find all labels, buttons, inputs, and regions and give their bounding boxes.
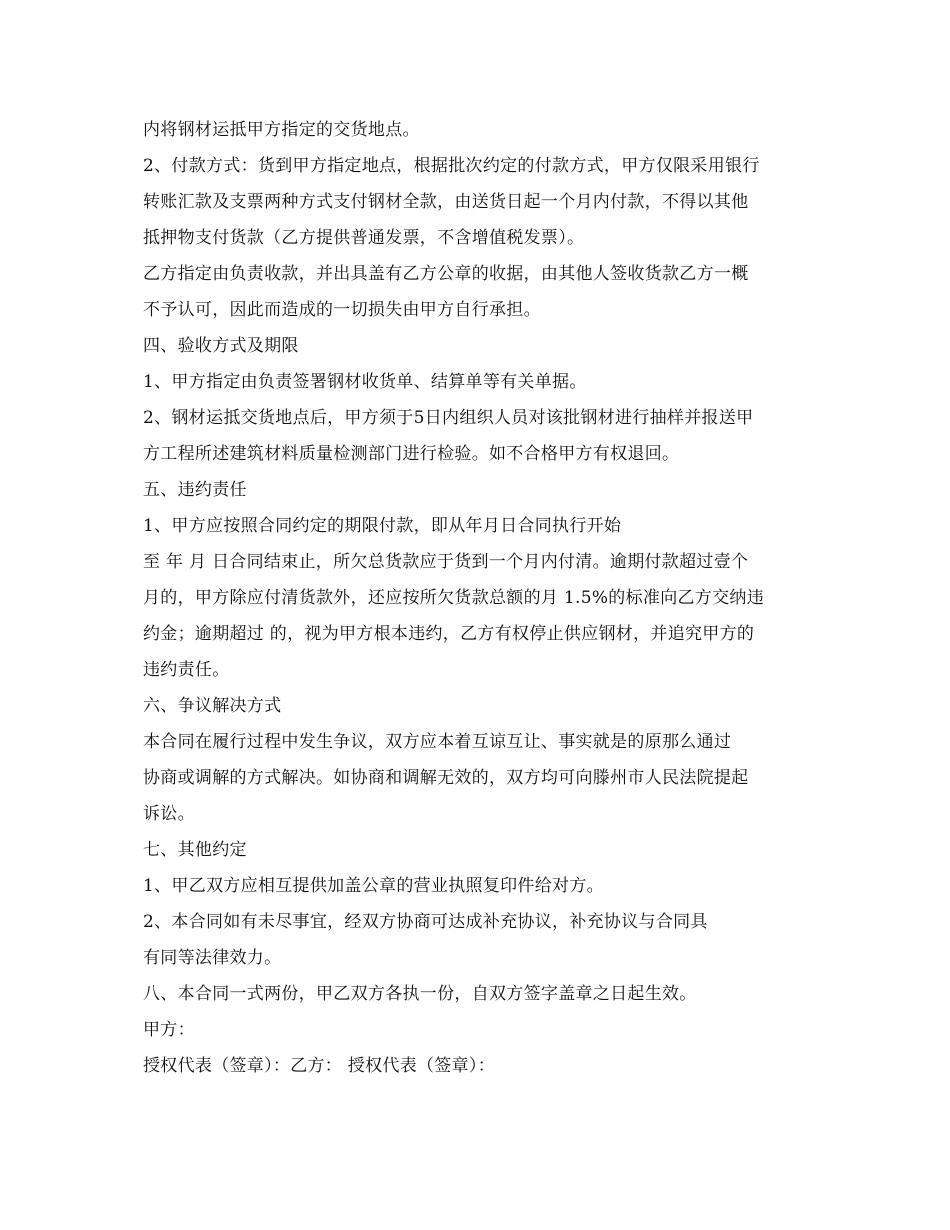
- text-line: 1、甲方应按照合同约定的期限付款，即从年月日合同执行开始: [143, 516, 622, 536]
- text-line: 2、本合同如有未尽事宜，经双方协商可达成补充协议，补充协议与合同具: [143, 912, 708, 932]
- text-line: 2、钢材运抵交货地点后，甲方须于5日内组织人员对该批钢材进行抽样并报送甲: [143, 408, 754, 428]
- text-line: 本合同在履行过程中发生争议，双方应本着互谅互让、事实就是的原那么通过: [143, 732, 732, 752]
- section-heading: 四、验收方式及期限: [143, 336, 299, 356]
- text-line: 方工程所述建筑材料质量检测部门进行检验。如不合格甲方有权退回。: [143, 444, 680, 464]
- text-line: 诉讼。: [143, 804, 195, 824]
- text-line: 不予认可，因此而造成的一切损失由甲方自行承担。: [143, 300, 541, 320]
- text-line: 有同等法律效力。: [143, 948, 282, 968]
- text-line: 2、付款方式：货到甲方指定地点，根据批次约定的付款方式，甲方仅限采用银行: [143, 156, 760, 176]
- text-line: 八、本合同一式两份，甲乙双方各执一份，自双方签字盖章之日起生效。: [143, 984, 697, 1004]
- text-line: 协商或调解的方式解决。如协商和调解无效的，双方均可向滕州市人民法院提起: [143, 768, 749, 788]
- text-line: 乙方指定由负责收款，并出具盖有乙方公章的收据，由其他人签收货款乙方一概: [143, 264, 749, 284]
- section-heading: 五、违约责任: [143, 480, 247, 500]
- text-line: 转账汇款及支票两种方式支付钢材全款，由送货日起一个月内付款，不得以其他: [143, 192, 749, 212]
- text-line: 违约责任。: [143, 660, 230, 680]
- signature-party-a: 甲方：: [143, 1020, 195, 1040]
- text-line: 约金；逾期超过 的，视为甲方根本违约，乙方有权停止供应钢材，并追究甲方的: [143, 624, 755, 644]
- text-line: 至 年 月 日合同结束止，所欠总货款应于货到一个月内付清。逾期付款超过壹个: [143, 552, 749, 572]
- text-line: 1、甲方指定由负责签署钢材收货单、结算单等有关单据。: [143, 372, 587, 392]
- section-heading: 六、争议解决方式: [143, 696, 282, 716]
- signature-line: 授权代表（签章）：乙方： 授权代表（签章）：: [143, 1056, 496, 1076]
- text-line: 内将钢材运抵甲方指定的交货地点。: [143, 120, 420, 140]
- text-line: 抵押物支付货款（乙方提供普通发票，不含增值税发票）。: [143, 228, 585, 248]
- section-heading: 七、其他约定: [143, 840, 247, 860]
- text-line: 1、甲乙双方应相互提供加盖公章的营业执照复印件给对方。: [143, 876, 604, 896]
- text-line: 月的，甲方除应付清货款外，还应按所欠货款总额的月 1.5%的标准向乙方交纳违: [143, 588, 764, 608]
